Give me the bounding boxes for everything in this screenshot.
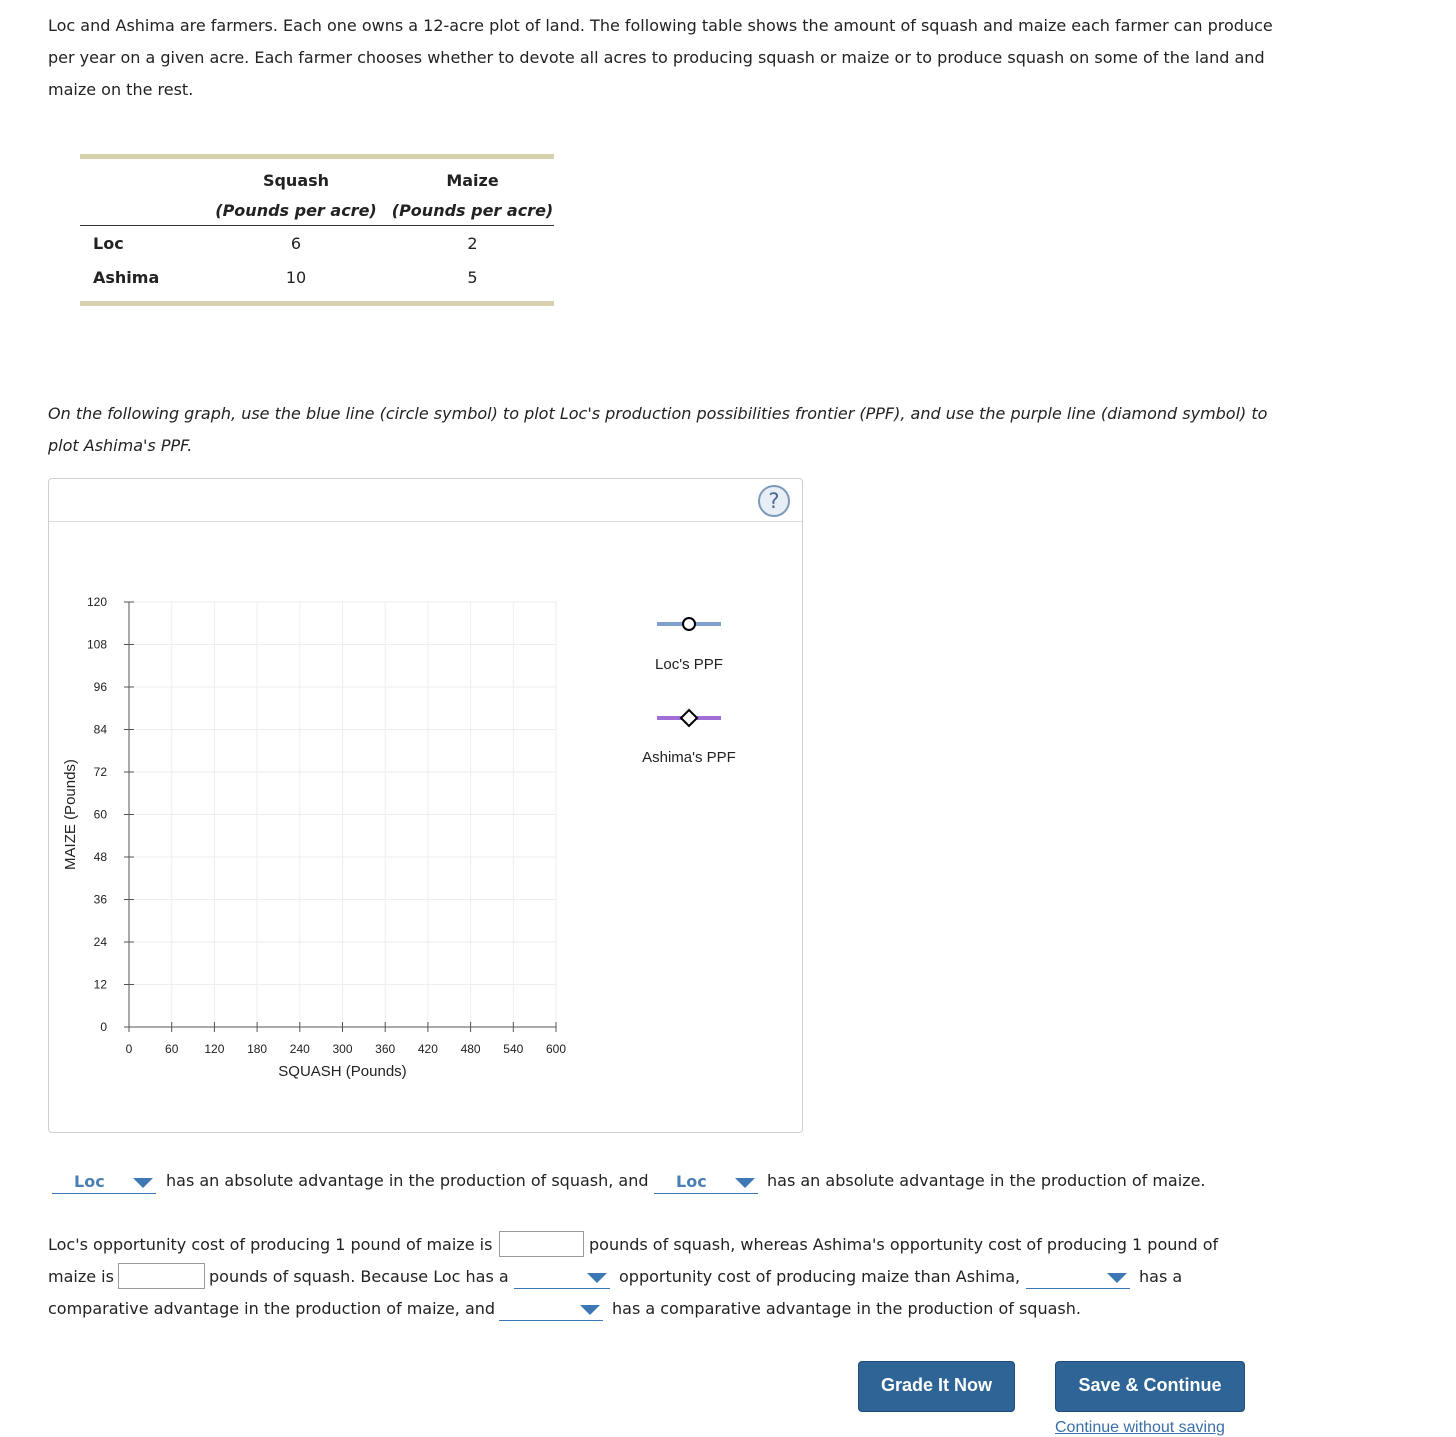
question-text: has an absolute advantage in the production of maize. (767, 1171, 1206, 1190)
table-bottom-rule (80, 301, 554, 306)
chevron-down-icon (133, 1178, 153, 1188)
circle-icon[interactable] (654, 614, 724, 634)
dropdown-value: Loc (676, 1172, 707, 1191)
x-tick-label: 0 (125, 1042, 133, 1056)
question-mark-icon[interactable]: ? (758, 485, 790, 517)
x-tick-label: 120 (204, 1042, 225, 1056)
x-axis-title: SQUASH (Pounds) (278, 1063, 407, 1080)
absolute-advantage-maize-dropdown[interactable] (654, 1171, 758, 1194)
x-tick-label: 600 (545, 1042, 567, 1056)
y-tick-label: 72 (93, 765, 107, 779)
x-tick-label: 240 (289, 1042, 310, 1056)
question-text: pounds of squash, whereas Ashima's opportunity cost of producing 1 pound of (589, 1235, 1219, 1254)
x-tick-label: 180 (247, 1042, 268, 1056)
intro-paragraph: Loc and Ashima are farmers. Each one owns a 12-acre plot of land. The following table shows the amount of squash and maize each farmer can produce per year on a given acre. Each farmer chooses whether to devote all acres to producing squash or maize or to produce squash on some of the land and maize on the rest. (48, 16, 1273, 99)
grade-it-now-button[interactable]: Grade It Now (858, 1361, 1015, 1412)
question-text: has a comparative advantage in the production of squash. (612, 1299, 1081, 1318)
y-axis-title: MAIZE (Pounds) (62, 759, 79, 870)
dropdown-value: Loc (74, 1172, 105, 1191)
chevron-down-icon (1107, 1273, 1127, 1283)
x-tick-label: 540 (503, 1042, 524, 1056)
diamond-icon[interactable] (654, 708, 724, 728)
squash-comparative-advantage-dropdown[interactable] (499, 1298, 603, 1321)
y-tick-label: 36 (93, 892, 107, 907)
question-text: pounds of squash. Because Loc has a (209, 1267, 509, 1286)
farmer-name: Ashima (93, 267, 160, 287)
loc-opportunity-cost-input[interactable] (499, 1231, 584, 1257)
squash-value: 6 (290, 233, 302, 253)
legend-ashima-ppf[interactable] (609, 708, 769, 766)
graph-panel (48, 478, 803, 1133)
header-squash: Squash (262, 170, 330, 190)
y-tick-label: 24 (93, 935, 107, 949)
y-tick-label: 48 (93, 850, 107, 864)
x-tick-label: 300 (332, 1042, 353, 1056)
table-row (80, 226, 554, 260)
question-text: has a (1139, 1267, 1183, 1286)
graph-instructions: On the following graph, use the blue line (circle symbol) to plot Loc's production possibilities frontier (PPF), and use the purple line (diamond symbol) to plot Ashima's PPF. (48, 404, 1268, 455)
y-tick-label: 60 (93, 807, 107, 822)
chevron-down-icon (735, 1178, 755, 1188)
x-tick-label: 60 (165, 1042, 179, 1056)
question-text: has an absolute advantage in the production of squash, and (166, 1171, 649, 1190)
squash-value: 10 (285, 267, 307, 287)
legend-label: Ashima's PPF (642, 749, 736, 766)
y-tick-label: 84 (93, 722, 107, 737)
y-tick-label: 96 (93, 680, 107, 694)
x-tick-label: 480 (460, 1042, 481, 1056)
chevron-down-icon (580, 1305, 600, 1315)
continue-without-saving-link[interactable]: Continue without saving (1055, 1419, 1225, 1436)
production-table (80, 154, 554, 306)
y-tick-label: 108 (86, 637, 107, 652)
maize-comparative-advantage-dropdown[interactable] (1026, 1266, 1130, 1289)
save-and-continue-button[interactable]: Save & Continue (1055, 1361, 1245, 1412)
header-maize: Maize (446, 170, 499, 190)
farmer-name: Loc (93, 233, 124, 253)
absolute-advantage-squash-dropdown[interactable] (52, 1171, 156, 1194)
header-maize-unit: (Pounds per acre) (391, 200, 554, 220)
table-row (80, 260, 554, 294)
y-tick-label: 0 (100, 1020, 107, 1034)
header-squash-unit: (Pounds per acre) (215, 200, 377, 220)
maize-value: 2 (467, 233, 478, 253)
question-text: Loc's opportunity cost of producing 1 pound of maize is (48, 1235, 493, 1254)
higher-lower-dropdown[interactable] (514, 1266, 610, 1289)
maize-value: 5 (467, 267, 478, 287)
legend-loc-ppf[interactable] (609, 614, 769, 673)
question-text: maize is (48, 1267, 114, 1286)
ppf-chart[interactable] (49, 479, 802, 1132)
legend-label: Loc's PPF (655, 656, 723, 673)
ashima-opportunity-cost-input[interactable] (118, 1263, 205, 1289)
y-tick-label: 12 (93, 977, 107, 992)
question-text: comparative advantage in the production of maize, and (48, 1299, 496, 1318)
x-tick-label: 360 (375, 1042, 396, 1056)
y-tick-label: 120 (86, 595, 107, 609)
x-tick-label: 420 (417, 1042, 438, 1056)
question-text: opportunity cost of producing maize than Ashima, (619, 1267, 1021, 1286)
chevron-down-icon (587, 1273, 607, 1283)
